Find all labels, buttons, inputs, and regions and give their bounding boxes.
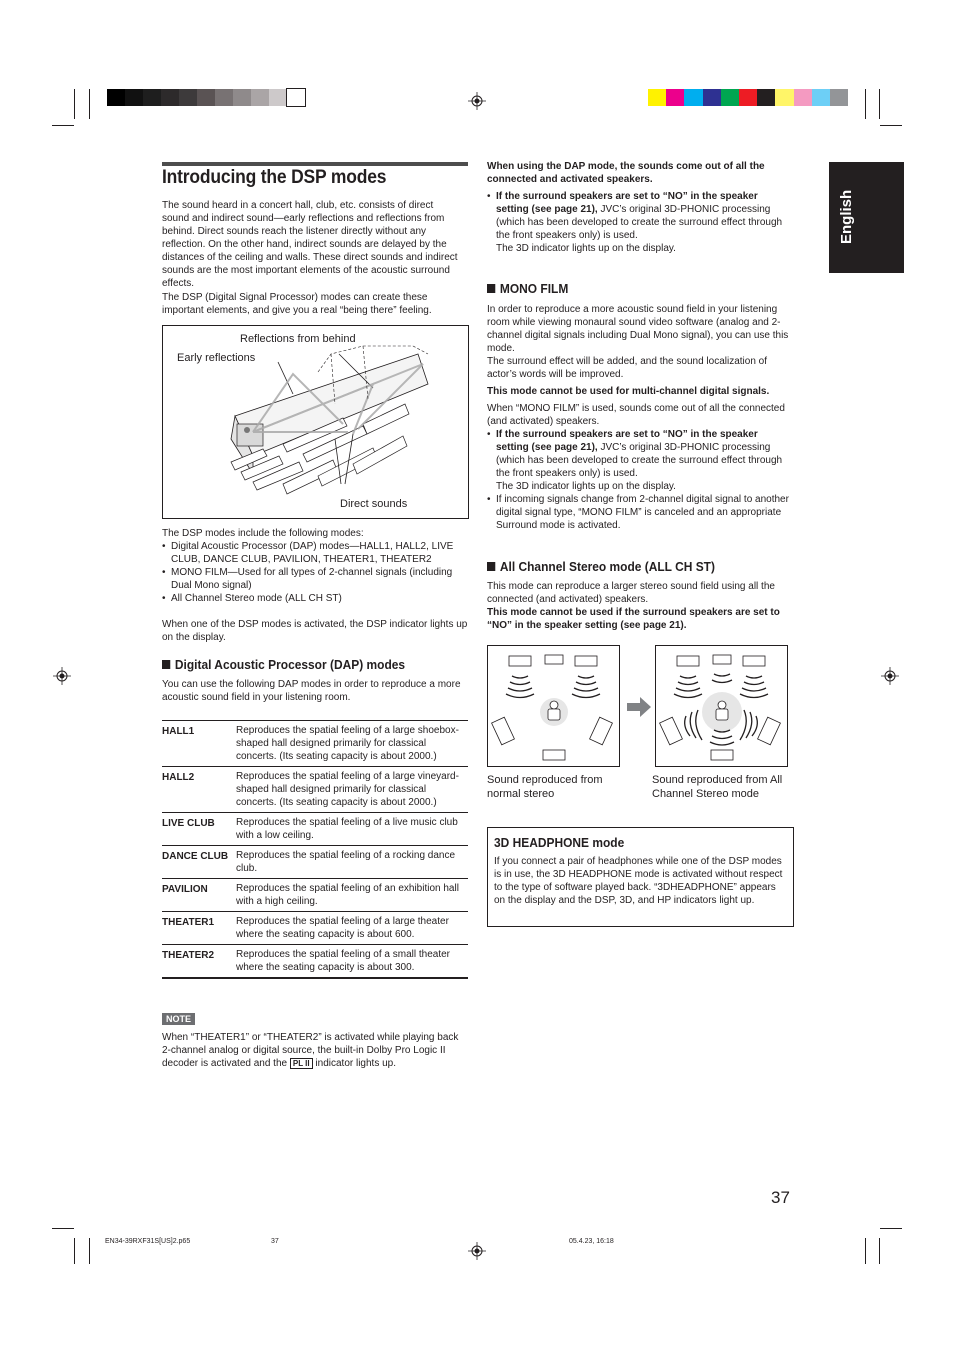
dap-intro: You can use the following DAP modes in order to reproduce a more acoustic sound field in your listening room. bbox=[162, 679, 461, 703]
color-swatch bbox=[143, 89, 161, 106]
bullet-rest: JVC’s original 3D-PHONIC processing (which has been developed to create the surround effect through the front speakers only) is used. bbox=[496, 204, 783, 241]
mono-film-p3: When “MONO FILM” is used, sounds come out of all the connected (and activated) speakers. bbox=[487, 403, 785, 427]
all-ch-st-p1: This mode can reproduce a larger stereo sound field using all the connected (and activated) speakers. bbox=[487, 581, 775, 605]
note-text-before: When “THEATER1” or “THEATER2” is activated while playing back 2-channel analog or digital source, the built-in Dolby Pro Logic II decoder is activated and the bbox=[162, 1032, 459, 1069]
dap-bullet-list bbox=[487, 190, 792, 255]
mono-film-bullet-list bbox=[487, 428, 792, 532]
color-swatch bbox=[125, 89, 143, 106]
dap-mode-description: Reproduces the spatial feeling of a large vineyard-shaped hall designed primarily for classical concerts. (Its seating capacity is about 2000.) bbox=[236, 767, 468, 813]
color-swatch bbox=[721, 89, 739, 106]
headphone-text: If you connect a pair of headphones while one of the DSP modes is in use, the 3D HEADPHONE mode is activated without respect to the type of software played back. “3DHEADPHONE” appears on the display and the DSP, 3D, and HP indicators light up. bbox=[494, 856, 783, 906]
intro-paragraph-1: The sound heard in a concert hall, club, etc. consists of direct sound and indirect sound—early reflections and reflections from behind. Direct sounds reach the listener directly without any reflection. On the other hand, indirect sounds are delayed by the distances of the ceiling and walls. These direct sounds and indirect sounds are the most important elements of the acoustic surround effects. bbox=[162, 200, 458, 289]
dap-heading bbox=[162, 657, 405, 672]
dap-mode-description: Reproduces the spatial feeling of a live music club with a low ceiling. bbox=[236, 813, 468, 846]
dap-mode-name: HALL2 bbox=[162, 767, 236, 813]
dap-mode-description: Reproduces the spatial feeling of a small theater where the seating capacity is about 300. bbox=[236, 945, 468, 979]
square-bullet-icon bbox=[487, 562, 495, 571]
dap-mode-name: DANCE CLUB bbox=[162, 846, 236, 879]
color-swatch bbox=[830, 89, 848, 106]
color-swatch bbox=[703, 89, 721, 106]
note-text bbox=[162, 1031, 468, 1070]
speaker-layout-all-channel-icon bbox=[656, 646, 787, 766]
list-item: • If incoming signals change from 2-channel digital signal to another digital signal type, “MONO FILM” is canceled and an appropriate Surround mode is activated. bbox=[487, 493, 792, 532]
mono-film-warning: This mode cannot be used for multi-channel digital signals. bbox=[487, 386, 770, 397]
registration-mark-icon bbox=[468, 1242, 486, 1260]
all-channel-stereo-diagram bbox=[655, 645, 788, 767]
normal-stereo-diagram bbox=[487, 645, 620, 767]
bullet-bold: If the surround speakers are set to “NO” in the speaker setting (see page 21), bbox=[496, 429, 758, 453]
figure-label-early-reflections: Early reflections bbox=[177, 352, 256, 364]
color-swatch bbox=[233, 89, 251, 106]
color-swatch bbox=[197, 89, 215, 106]
dap-mode-description: Reproduces the spatial feeling of a rocking dance club. bbox=[236, 846, 468, 879]
color-swatch bbox=[684, 89, 702, 106]
square-bullet-icon bbox=[487, 284, 495, 293]
footer-file: EN34-39RXF31S[US]2.p65 bbox=[105, 1238, 191, 1245]
color-swatch bbox=[666, 89, 684, 106]
dap-heading-text: Digital Acoustic Processor (DAP) modes bbox=[174, 657, 406, 672]
dap-mode-name: PAVILION bbox=[162, 879, 236, 912]
dap-mode-name: THEATER1 bbox=[162, 912, 236, 945]
bullet-bold: If the surround speakers are set to “NO” in the speaker setting (see page 21), bbox=[496, 191, 758, 215]
dap-mode-name: THEATER2 bbox=[162, 945, 236, 979]
dsp-indicator-note: When one of the DSP modes is activated, the DSP indicator lights up on the display. bbox=[162, 619, 468, 643]
dolby-pl2-logo bbox=[290, 1058, 313, 1069]
table-row bbox=[162, 721, 468, 767]
list-item: • MONO FILM—Used for all types of 2-channel signals (including Dual Mono signal) bbox=[162, 566, 468, 592]
figure-label-direct-sounds: Direct sounds bbox=[340, 498, 408, 510]
language-tab bbox=[829, 162, 904, 273]
caption-normal-stereo: Sound reproduced from normal stereo bbox=[487, 774, 603, 800]
registration-mark-icon bbox=[881, 667, 899, 685]
color-swatch bbox=[287, 89, 305, 106]
page-number: 37 bbox=[771, 1188, 790, 1207]
dap-mode-description: Reproduces the spatial feeling of a large shoebox-shaped hall designed primarily for classical concerts. (Its seating capacity is about 2000.) bbox=[236, 721, 468, 767]
table-row bbox=[162, 879, 468, 912]
table-row bbox=[162, 846, 468, 879]
list-item: • Digital Acoustic Processor (DAP) modes—HALL1, HALL2, LIVE CLUB, DANCE CLUB, PAVILION, THEATER1, THEATER2 bbox=[162, 540, 468, 566]
table-row bbox=[162, 945, 468, 979]
list-item: • All Channel Stereo mode (ALL CH ST) bbox=[162, 592, 468, 605]
dap-mode-description: Reproduces the spatial feeling of a large theater where the seating capacity is about 600. bbox=[236, 912, 468, 945]
all-ch-st-heading bbox=[487, 559, 715, 574]
dap-mode-name: HALL1 bbox=[162, 721, 236, 767]
color-swatch bbox=[179, 89, 197, 106]
headphone-box bbox=[487, 827, 794, 927]
note-text-after: indicator lights up. bbox=[315, 1058, 397, 1069]
list-item bbox=[487, 428, 792, 493]
list-item bbox=[487, 190, 792, 255]
color-swatch bbox=[269, 89, 287, 106]
mono-film-heading-text: MONO FILM bbox=[499, 281, 569, 296]
dap-mode-name: LIVE CLUB bbox=[162, 813, 236, 846]
dsp-modes-intro: The DSP modes include the following modes: bbox=[162, 528, 364, 539]
table-row bbox=[162, 767, 468, 813]
color-swatch bbox=[251, 89, 269, 106]
color-swatch bbox=[775, 89, 793, 106]
color-swatch bbox=[107, 89, 125, 106]
color-swatch bbox=[812, 89, 830, 106]
registration-mark-icon bbox=[468, 92, 486, 110]
square-bullet-icon bbox=[162, 660, 170, 669]
language-tab-label: English bbox=[838, 189, 855, 244]
dap-mode-description: Reproduces the spatial feeling of an exhibition hall with a high ceiling. bbox=[236, 879, 468, 912]
dsp-modes-list bbox=[162, 540, 468, 605]
color-swatch bbox=[215, 89, 233, 106]
dap-modes-table bbox=[162, 720, 468, 979]
color-swatch bbox=[648, 89, 666, 106]
mono-film-p2: The surround effect will be added, and the sound localization of actor’s words will be improved. bbox=[487, 356, 767, 380]
page-title: Introducing the DSP modes bbox=[162, 167, 387, 188]
mono-film-heading bbox=[487, 281, 568, 296]
speaker-layout-normal-icon bbox=[488, 646, 619, 766]
title-rule bbox=[162, 162, 468, 166]
bullet-tail: The 3D indicator lights up on the display. bbox=[496, 481, 676, 492]
bullet-tail: The 3D indicator lights up on the display. bbox=[496, 243, 676, 254]
intro-paragraph-2: The DSP (Digital Signal Processor) modes can create these important elements, and give you a real “being there” feeling. bbox=[162, 292, 432, 316]
mono-film-p1: In order to reproduce a more acoustic sound field in your listening room while viewing monaural sound video software (analog and 2-channel digital signals including Dual Mono signal), you can use this mode. bbox=[487, 304, 789, 354]
color-swatch bbox=[739, 89, 757, 106]
registration-mark-icon bbox=[53, 667, 71, 685]
color-swatch bbox=[161, 89, 179, 106]
bullet-rest: JVC’s original 3D-PHONIC processing (which has been developed to create the surround effect through the front speakers only) is used. bbox=[496, 442, 783, 479]
headphone-heading: 3D HEADPHONE mode bbox=[494, 835, 625, 850]
all-ch-st-heading-text: All Channel Stereo mode (ALL CH ST) bbox=[499, 559, 715, 574]
note-badge: NOTE bbox=[162, 1013, 195, 1025]
table-row bbox=[162, 912, 468, 945]
dap-lead: When using the DAP mode, the sounds come out of all the connected and activated speakers. bbox=[487, 161, 765, 185]
concert-hall-illustration bbox=[223, 344, 443, 499]
color-swatch bbox=[794, 89, 812, 106]
figure-label-reflections-behind: Reflections from behind bbox=[240, 333, 356, 345]
arrow-right-icon bbox=[627, 697, 651, 717]
color-swatch bbox=[757, 89, 775, 106]
footer-page: 37 bbox=[271, 1238, 279, 1245]
footer-date: 05.4.23, 16:18 bbox=[569, 1238, 614, 1245]
table-row bbox=[162, 813, 468, 846]
caption-all-channel-stereo: Sound reproduced from All Channel Stereo mode bbox=[652, 774, 783, 800]
dolby-pl2-logo-text: PL II bbox=[292, 1059, 310, 1068]
concert-hall-figure bbox=[162, 325, 469, 519]
all-ch-st-warning: This mode cannot be used if the surround speakers are set to “NO” in the speaker setting (see page 21). bbox=[487, 607, 780, 631]
